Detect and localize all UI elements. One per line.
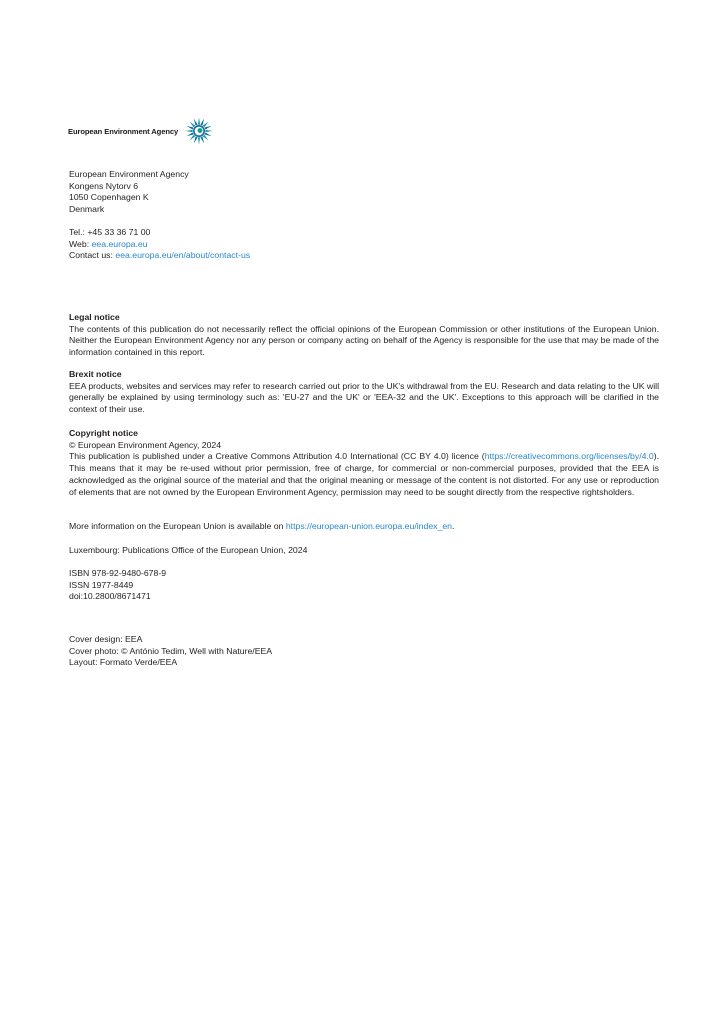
address-block: [69, 169, 659, 216]
logo-ray: [203, 135, 209, 141]
brexit-notice: [69, 369, 659, 416]
tel-line: Tel.: +45 33 36 71 00: [69, 227, 151, 237]
eea-sunburst-icon: [184, 116, 214, 146]
copyright-heading: Copyright notice: [69, 428, 139, 438]
brexit-heading: Brexit notice: [69, 369, 122, 379]
cc-license-link[interactable]: https://creativecommons.org/licenses/by/4.0: [484, 451, 654, 462]
publisher-line: Luxembourg: Publications Office of the European Union, 2024: [69, 545, 308, 555]
identifiers-block: [69, 568, 659, 603]
logo-ray: [205, 126, 212, 130]
copyright-text-after: ). This means that it may be re-used without prior permission, free of charge, for commercial or non-commercial purposes, provided that the EEA is acknowledged as the original source of the material and that the original meaning or message of the content is not distorted. For any use or reproduction of elements that are not owned by the European Environment Agency, permission may need to be sought directly from the respective rightsholders.: [69, 451, 659, 497]
logo-ray: [187, 126, 194, 130]
isbn-line: ISBN 978-92-9480-678-9: [69, 568, 167, 578]
cover-photo-line: Cover photo: © António Tedim, Well with Nature/EEA: [69, 645, 273, 656]
copyright-line: © European Environment Agency, 2024: [69, 439, 222, 450]
logo-ray: [206, 130, 213, 132]
doi-line: doi:10.2800/8671471: [69, 591, 151, 602]
web-label: Web:: [69, 238, 92, 249]
publisher-block: [69, 545, 659, 557]
credits-block: [69, 634, 659, 669]
more-info-end: .: [452, 521, 455, 531]
address-line: European Environment Agency: [69, 169, 189, 179]
legal-text: The contents of this publication do not necessarily reflect the official opinions of the European Commission or other institutions of the European Union. Neither the European Environment Agency nor any person or company acting on behalf of the Agency is responsible for the use that may be made of the information contained in this report.: [69, 323, 659, 358]
logo-ray: [203, 121, 209, 127]
logo-ray: [205, 132, 212, 136]
eea-logo: [68, 116, 214, 146]
cover-design-line: Cover design: EEA: [69, 634, 143, 644]
brexit-text: EEA products, websites and services may refer to research carried out prior to the UK's withdrawal from the EU. Research and data relating to the UK will generally be explained by using terminology such as: 'EU-27 and the UK' or 'EEA-32 and the UK'. Exceptions to this approach will be clarified in the context of their use.: [69, 380, 659, 415]
more-info-text: More information on the European Union is available on: [69, 521, 286, 531]
contact-link[interactable]: eea.europa.eu/en/about/contact-us: [115, 250, 251, 261]
copyright-notice: [69, 428, 659, 498]
logo-ray: [201, 119, 205, 126]
eu-link[interactable]: https://european-union.europa.eu/index_en: [285, 521, 453, 531]
legal-heading: Legal notice: [69, 312, 120, 322]
copyright-text-before: This publication is published under a Creative Commons Attribution 4.0 International (CC BY 4.0) licence (: [69, 451, 485, 462]
contact-block: [69, 227, 659, 262]
logo-ray: [194, 137, 198, 144]
logo-ray: [198, 118, 200, 125]
logo-ray: [186, 130, 193, 132]
logo-text: European Environment Agency: [68, 126, 179, 136]
logo-ray: [198, 137, 200, 144]
contact-label: Contact us:: [69, 250, 116, 261]
logo-core: [198, 128, 203, 133]
address-line: Denmark: [69, 204, 105, 215]
logo-ray: [190, 121, 196, 127]
logo-ray: [187, 132, 194, 136]
issn-line: ISSN 1977-8449: [69, 579, 134, 590]
web-line: [69, 239, 659, 251]
logo-ray: [194, 119, 198, 126]
more-info: [69, 521, 659, 533]
legal-notice: [69, 312, 659, 359]
copyright-text: [69, 451, 659, 498]
address-line: Kongens Nytorv 6: [69, 180, 139, 191]
logo-ray: [201, 137, 205, 144]
web-link[interactable]: eea.europa.eu: [91, 238, 148, 249]
contact-line: [69, 250, 659, 262]
more-info-line: [69, 521, 659, 533]
logo-ray: [190, 135, 196, 141]
layout-line: Layout: Formato Verde/EEA: [69, 657, 178, 668]
address-line: 1050 Copenhagen K: [69, 192, 149, 203]
